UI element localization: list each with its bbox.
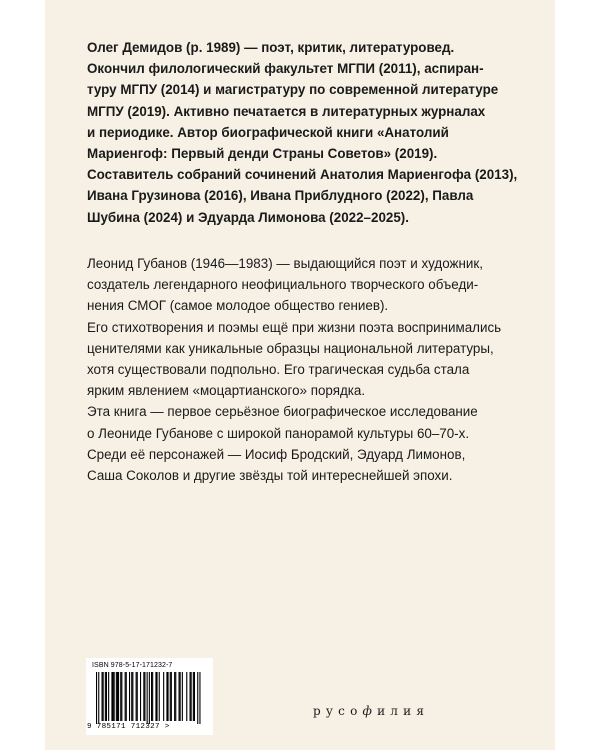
barcode-bar — [155, 672, 156, 721]
description-line: Его стихотворения и поэмы ещё при жизни поэта воспринимались — [87, 319, 502, 335]
barcode-bar — [106, 672, 107, 721]
description-line: создатель легендарного неофициального творческого объеди- — [87, 277, 479, 293]
barcode-bar — [168, 672, 169, 721]
barcode-bar — [113, 672, 114, 721]
barcode-bar — [174, 672, 175, 721]
barcode-bar — [149, 672, 150, 724]
barcode-bar — [166, 672, 167, 721]
barcode-bar — [194, 672, 195, 721]
author-bio-line: МГПУ (2019). Активно печатается в литературных журналах — [87, 103, 486, 119]
barcode-bar — [140, 672, 141, 721]
barcode-bar — [108, 672, 109, 721]
barcode-bar — [171, 672, 172, 721]
description-line: Леонид Губанов (1946—1983) — выдающийся поэт и художник, — [87, 256, 483, 271]
barcode-bar — [182, 672, 183, 721]
author-bio — [87, 37, 527, 228]
barcode-bar — [151, 672, 152, 721]
barcode-digits: 9 785171 712327 > — [87, 723, 170, 731]
barcode-bar — [144, 672, 145, 721]
barcode-bar — [190, 672, 191, 721]
barcode-bar — [186, 672, 187, 721]
barcode-bar — [98, 672, 99, 724]
barcode-bar — [105, 672, 106, 721]
barcode-bar — [159, 672, 160, 721]
isbn-label: ISBN 978-5-17-171232-7 — [92, 662, 173, 669]
description-line: нения СМОГ (самое молодое общество гениев). — [87, 298, 389, 314]
barcode-bar — [175, 672, 176, 721]
description-line: о Леониде Губанове с широкой панорамой культуры 60–70-х. — [87, 425, 470, 441]
barcode-bar — [137, 672, 138, 721]
barcode-bar — [180, 672, 181, 721]
author-bio-line: Окончил филологический факультет МГПИ (2011), аспиран- — [87, 61, 484, 77]
author-bio-line: Ивана Грузинова (2016), Ивана Приблудного (2022), Павла — [87, 188, 474, 204]
barcode-bar — [131, 672, 132, 721]
book-description — [87, 253, 527, 486]
barcode-bar — [117, 672, 118, 721]
barcode-bar — [111, 672, 112, 721]
description-line: ярким явлением «моцартианского» порядка. — [87, 383, 366, 399]
publisher-logo-f: ф — [362, 704, 378, 718]
publisher-logo-part: русо — [313, 704, 363, 718]
barcode-bar — [126, 672, 127, 721]
barcode-bar — [152, 672, 153, 721]
author-bio-line: и периодике. Автор биографической книги «Анатолий — [87, 124, 449, 140]
barcode-bar — [121, 672, 122, 721]
barcode-bar — [102, 672, 103, 721]
barcode-bar — [199, 672, 200, 724]
barcode-bar — [147, 672, 148, 724]
barcode-bar — [170, 672, 171, 721]
barcode-bar — [118, 672, 119, 721]
author-bio-line: Олег Демидов (р. 1989) — поэт, критик, литературовед. — [87, 40, 455, 55]
barcode-bar — [96, 672, 97, 724]
description-line: Эта книга — первое серьёзное биографическое исследование — [87, 404, 478, 420]
barcode-bar — [157, 672, 158, 721]
barcode-bar — [114, 672, 115, 721]
barcode-bar — [179, 672, 180, 721]
barcode-bar — [197, 672, 198, 724]
barcode-bar — [163, 672, 164, 721]
barcode-bar — [136, 672, 137, 721]
publisher-logo-part: илия — [377, 704, 430, 718]
barcode-bar — [129, 672, 130, 721]
author-bio-line: Шубина (2024) и Эдуарда Лимонова (2022–2025). — [87, 209, 409, 225]
barcode-bar — [132, 672, 133, 721]
barcode — [86, 658, 213, 735]
barcode-bar — [125, 672, 126, 721]
description-line: Среди её персонажей — Иосиф Бродский, Эдуард Лимонов, — [87, 446, 466, 462]
back-cover — [45, 0, 555, 750]
barcode-bar — [103, 672, 104, 721]
author-bio-line: Мариенгоф: Первый денди Страны Советов» (2019). — [87, 146, 438, 162]
barcode-bar — [191, 672, 192, 721]
publisher-logo — [313, 704, 429, 718]
description-line: ценителями как уникальные образцы национальной литературы, — [87, 340, 494, 356]
barcode-bar — [116, 672, 117, 721]
barcode-bar — [143, 672, 144, 721]
barcode-bar — [120, 672, 121, 721]
description-line: хотя существовали подпольно. Его трагическая судьба стала — [87, 362, 470, 378]
barcode-bar — [193, 672, 194, 721]
author-bio-line: Составитель собраний сочинений Анатолия Мариенгофа (2013), — [87, 167, 518, 183]
description-line: Саша Соколов и другие звёзды той интереснейшей эпохи. — [87, 468, 453, 484]
author-bio-line: туру МГПУ (2014) и магистратуру по современной литературе — [87, 82, 499, 98]
